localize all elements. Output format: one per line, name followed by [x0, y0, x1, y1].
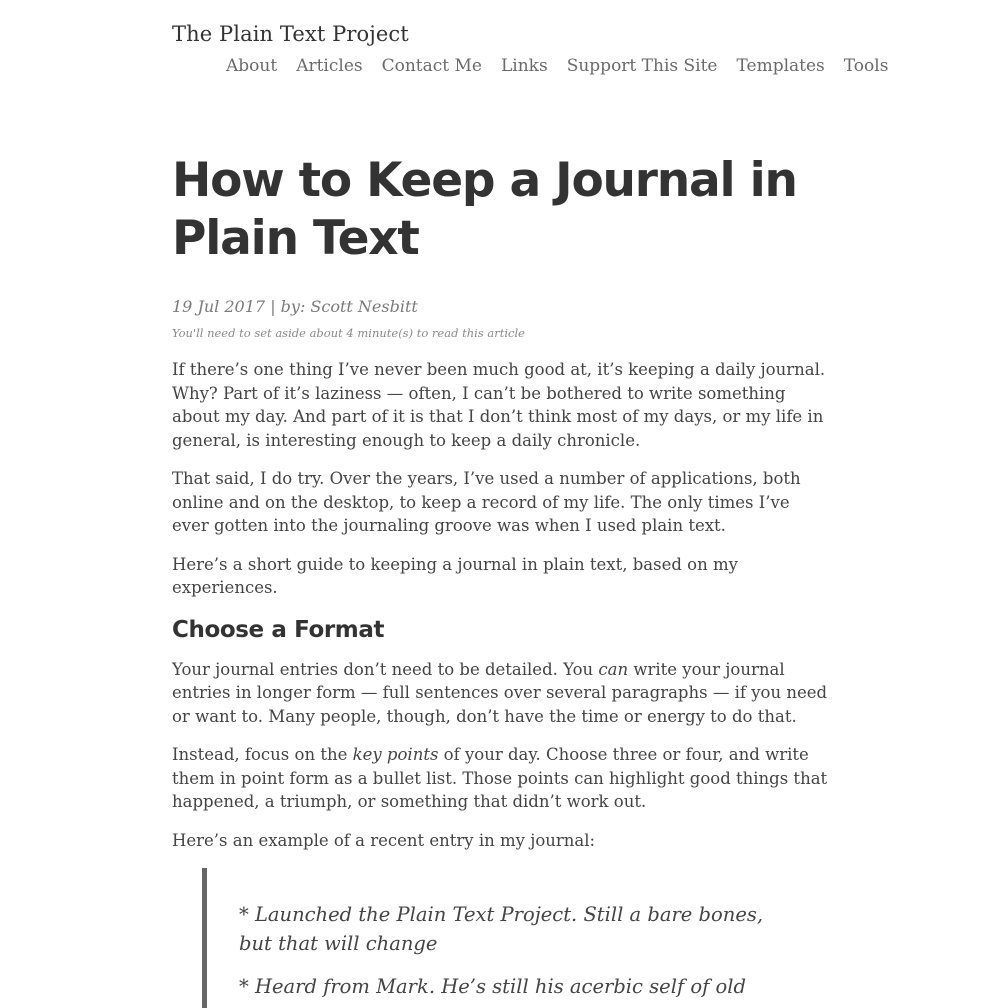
read-time-note: You'll need to set aside about 4 minute(s) to read this article — [172, 326, 525, 340]
nav-contact-me[interactable]: Contact Me — [381, 56, 482, 76]
post-meta — [172, 297, 418, 316]
post-title: How to Keep a Journal in Plain Text — [172, 153, 797, 266]
post-date: 19 Jul 2017 — [172, 297, 266, 316]
quote-line: * Launched the Plain Text Project. Still a bare bones, but that will change — [239, 903, 764, 955]
text-run: of your day. Choose three or four, and write them in point form as a bullet list. Those points can highlight good things that happened, a triumph, or something that didn’t work out. — [172, 745, 828, 811]
post-content — [172, 358, 830, 867]
text-run: Your journal entries don’t need to be detailed. You — [172, 659, 599, 679]
text-run: Instead, focus on the — [172, 745, 353, 764]
nav-about[interactable]: About — [226, 56, 278, 76]
paragraph: That said, I do try. Over the years, I’ve used a number of applications, both online and on the desktop, to keep a record of my life. The only times I’ve ever gotten into the journaling groove was when I used plain text. — [172, 469, 801, 535]
site-title-link[interactable]: The Plain Text Project — [172, 22, 409, 46]
journal-example-quote — [202, 868, 799, 1008]
meta-separator: | — [270, 297, 276, 316]
main-nav — [226, 56, 888, 76]
paragraph — [172, 743, 830, 814]
paragraph: Here’s a short guide to keeping a journal in plain text, based on my experiences. — [172, 554, 738, 597]
text-run: write your journal entries in longer form — full sentences over several paragraphs — if you need or want to. Many people, though, don’t have the time or energy to do that. — [172, 659, 828, 726]
paragraph: Here’s an example of a recent entry in my journal: — [172, 830, 596, 850]
paragraph: If there’s one thing I’ve never been much good at, it’s keeping a daily journal. Why? Part of it’s laziness — often, I can’t be bothered to write something about my day. And part of it is that I don’t think most of my days, or my life in general, is interesting enough to keep a daily chronicle. — [172, 360, 826, 450]
nav-articles[interactable]: Articles — [296, 56, 363, 76]
emphasis: can — [598, 659, 629, 679]
emphasis: key points — [352, 745, 439, 764]
post-byline: by: Scott Nesbitt — [280, 297, 418, 316]
section-heading: Choose a Format — [172, 616, 385, 643]
paragraph — [172, 658, 830, 729]
nav-support-this-site[interactable]: Support This Site — [566, 56, 718, 76]
nav-templates[interactable]: Templates — [736, 56, 825, 76]
quote-line: * Heard from Mark. He’s still his acerbic self of old — [239, 975, 746, 998]
nav-tools[interactable]: Tools — [843, 56, 889, 76]
nav-links[interactable]: Links — [501, 56, 548, 76]
